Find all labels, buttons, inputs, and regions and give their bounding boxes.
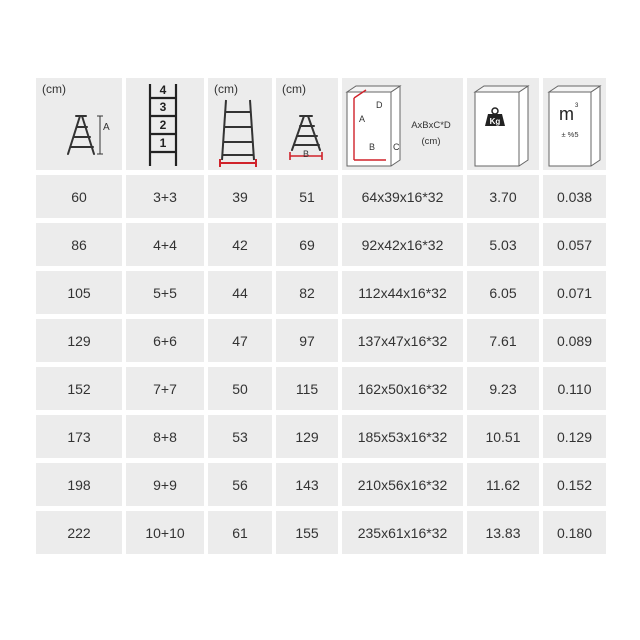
box-label-d: D bbox=[376, 100, 383, 110]
cell-width-top: 53 bbox=[208, 415, 272, 458]
cell-weight: 5.03 bbox=[467, 223, 539, 266]
cell-width-base: 129 bbox=[276, 415, 338, 458]
cell-steps: 10+10 bbox=[126, 511, 204, 554]
cell-steps: 9+9 bbox=[126, 463, 204, 506]
package-box-icon bbox=[342, 78, 463, 170]
cell-package: 112x44x16*32 bbox=[342, 271, 463, 314]
cell-weight: 7.61 bbox=[467, 319, 539, 362]
header-height bbox=[36, 78, 122, 170]
unit-label: (cm) bbox=[214, 82, 238, 96]
cell-weight: 13.83 bbox=[467, 511, 539, 554]
cell-steps: 7+7 bbox=[126, 367, 204, 410]
cell-package: 162x50x16*32 bbox=[342, 367, 463, 410]
tolerance-label: ± %5 bbox=[561, 130, 579, 139]
table-row bbox=[36, 511, 606, 554]
cell-height: 60 bbox=[36, 175, 122, 218]
cell-width-top: 47 bbox=[208, 319, 272, 362]
header-row bbox=[36, 78, 606, 170]
table-row bbox=[36, 367, 606, 410]
header-package bbox=[342, 78, 463, 170]
cell-package: 137x47x16*32 bbox=[342, 319, 463, 362]
table-row bbox=[36, 223, 606, 266]
box-formula-label: AxBxC*D bbox=[411, 120, 451, 131]
ladder-width-icon bbox=[208, 78, 272, 170]
volume-unit-superscript: 3 bbox=[575, 103, 579, 109]
cell-height: 173 bbox=[36, 415, 122, 458]
table-row bbox=[36, 415, 606, 458]
cell-width-top: 56 bbox=[208, 463, 272, 506]
cell-volume: 0.057 bbox=[543, 223, 606, 266]
cell-width-base: 69 bbox=[276, 223, 338, 266]
dimension-b-label: B bbox=[303, 149, 310, 159]
cell-volume: 0.110 bbox=[543, 367, 606, 410]
cell-volume: 0.129 bbox=[543, 415, 606, 458]
ladder-steps-icon bbox=[126, 78, 204, 170]
cell-width-top: 42 bbox=[208, 223, 272, 266]
step-number-3: 3 bbox=[159, 100, 167, 114]
cell-width-base: 97 bbox=[276, 319, 338, 362]
box-label-c: C bbox=[393, 142, 400, 152]
cell-volume: 0.180 bbox=[543, 511, 606, 554]
cell-steps: 6+6 bbox=[126, 319, 204, 362]
cell-width-top: 61 bbox=[208, 511, 272, 554]
ladder-base-icon bbox=[276, 78, 338, 170]
box-label-a: A bbox=[359, 114, 366, 124]
cell-height: 198 bbox=[36, 463, 122, 506]
cell-steps: 3+3 bbox=[126, 175, 204, 218]
header-steps bbox=[126, 78, 204, 170]
step-number-4: 4 bbox=[159, 83, 167, 97]
header-width-top bbox=[208, 78, 272, 170]
box-label-b: B bbox=[369, 142, 376, 152]
cell-steps: 8+8 bbox=[126, 415, 204, 458]
weight-box-icon bbox=[467, 78, 539, 170]
cell-package: 235x61x16*32 bbox=[342, 511, 463, 554]
cell-width-base: 115 bbox=[276, 367, 338, 410]
cell-weight: 3.70 bbox=[467, 175, 539, 218]
cell-package: 64x39x16*32 bbox=[342, 175, 463, 218]
cell-width-top: 39 bbox=[208, 175, 272, 218]
cell-steps: 5+5 bbox=[126, 271, 204, 314]
box-unit-label: (cm) bbox=[421, 136, 441, 147]
cell-height: 129 bbox=[36, 319, 122, 362]
cell-volume: 0.089 bbox=[543, 319, 606, 362]
header-volume bbox=[543, 78, 606, 170]
cell-package: 185x53x16*32 bbox=[342, 415, 463, 458]
header-weight bbox=[467, 78, 539, 170]
cell-weight: 9.23 bbox=[467, 367, 539, 410]
table-row bbox=[36, 319, 606, 362]
cell-width-top: 44 bbox=[208, 271, 272, 314]
volume-box-icon bbox=[543, 78, 606, 170]
spec-table bbox=[36, 78, 606, 559]
table-row bbox=[36, 463, 606, 506]
cell-package: 92x42x16*32 bbox=[342, 223, 463, 266]
ladder-height-icon bbox=[36, 78, 122, 170]
unit-label: (cm) bbox=[282, 82, 306, 96]
table-body bbox=[36, 175, 606, 554]
svg-text:Kg: Kg bbox=[489, 117, 501, 126]
cell-volume: 0.071 bbox=[543, 271, 606, 314]
cell-weight: 6.05 bbox=[467, 271, 539, 314]
step-number-1: 1 bbox=[159, 136, 167, 150]
cell-weight: 11.62 bbox=[467, 463, 539, 506]
volume-unit-label: m bbox=[559, 104, 574, 124]
dimension-a-label: A bbox=[103, 122, 110, 133]
cell-package: 210x56x16*32 bbox=[342, 463, 463, 506]
header-width-base bbox=[276, 78, 338, 170]
cell-width-base: 155 bbox=[276, 511, 338, 554]
step-number-2: 2 bbox=[159, 118, 167, 132]
cell-volume: 0.152 bbox=[543, 463, 606, 506]
cell-weight: 10.51 bbox=[467, 415, 539, 458]
cell-height: 222 bbox=[36, 511, 122, 554]
cell-height: 152 bbox=[36, 367, 122, 410]
cell-height: 105 bbox=[36, 271, 122, 314]
cell-steps: 4+4 bbox=[126, 223, 204, 266]
cell-width-base: 82 bbox=[276, 271, 338, 314]
cell-width-base: 51 bbox=[276, 175, 338, 218]
cell-height: 86 bbox=[36, 223, 122, 266]
cell-width-top: 50 bbox=[208, 367, 272, 410]
table-row bbox=[36, 175, 606, 218]
cell-volume: 0.038 bbox=[543, 175, 606, 218]
cell-width-base: 143 bbox=[276, 463, 338, 506]
table-row bbox=[36, 271, 606, 314]
unit-label: (cm) bbox=[42, 82, 66, 96]
